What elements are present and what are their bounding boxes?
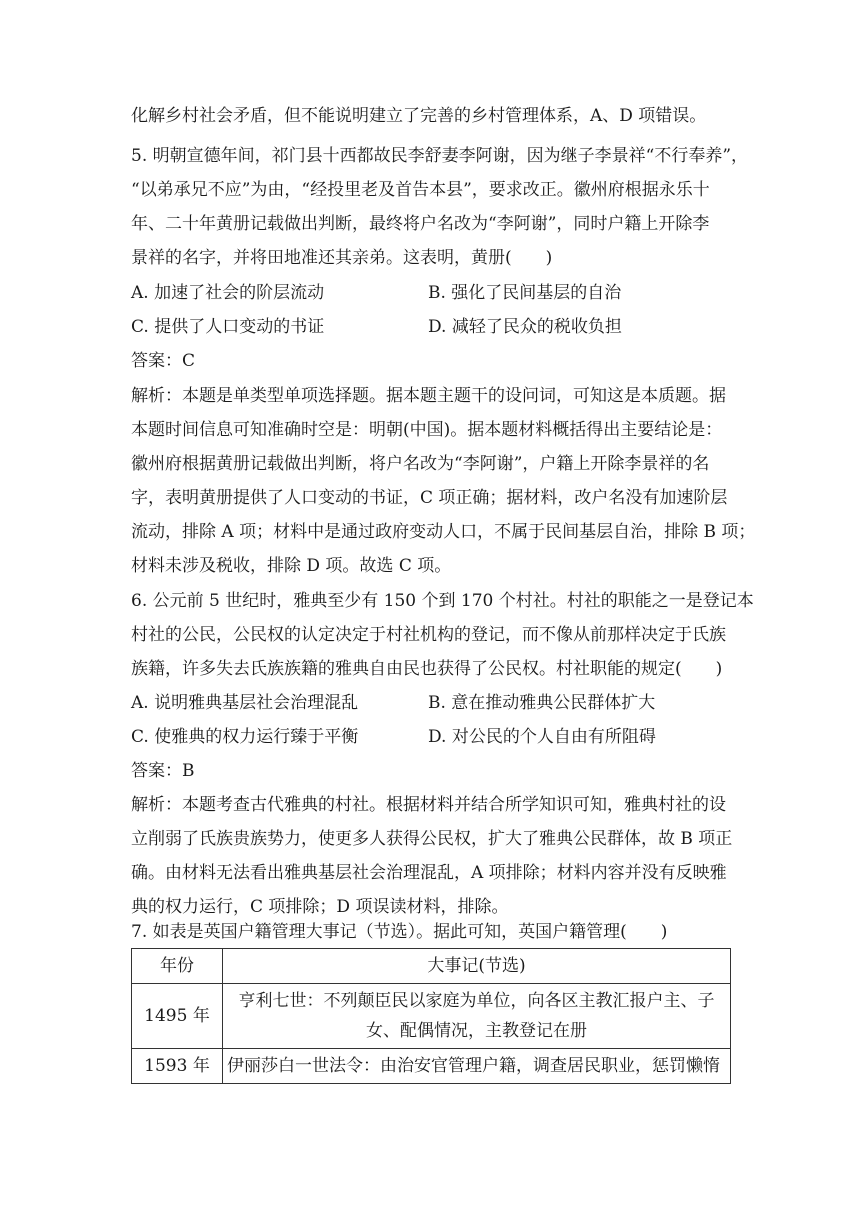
q5-stem-line: “以弟承兄不应”为由，“经投里老及首告本县”，要求改正。徽州府根据永乐十 [131, 180, 710, 200]
q5-stem-line: 5. 明朝宣德年间，祁门县十西都故民李舒妻李阿谢，因为继子李景祥“不行奉养”， [131, 146, 749, 166]
q5-analysis-line: 徽州府根据黄册记载做出判断，将户名改为“李阿谢”，户籍上开除李景祥的名 [131, 454, 710, 474]
q6-analysis-line: 解析：本题考查古代雅典的村社。根据材料并结合所学知识可知，雅典村社的设 [131, 795, 726, 815]
row-event [223, 984, 731, 1049]
q7-stem: 7. 如表是英国户籍管理大事记（节选）。据此可知，英国户籍管理( ) [131, 922, 668, 942]
table-row [132, 984, 731, 1049]
q5-option-c: C. 提供了人口变动的书证 [131, 317, 325, 337]
header-event: 大事记(节选) [223, 949, 731, 984]
q6-analysis-line: 典的权力运行，C 项排除；D 项误读材料，排除。 [131, 897, 509, 917]
q5-analysis-line: 字，表明黄册提供了人口变动的书证，C 项正确；据材料，改户名没有加速阶层 [131, 488, 728, 508]
table-header-row [132, 949, 731, 984]
q6-answer: 答案：B [131, 761, 195, 781]
q6-option-b: B. 意在推动雅典公民群体扩大 [428, 693, 656, 713]
q6-option-d: D. 对公民的个人自由有所阻碍 [428, 727, 656, 747]
q6-stem-line: 6. 公元前 5 世纪时，雅典至少有 150 个到 170 个村社。村社的职能之一是登记本 [131, 591, 754, 611]
row-event [223, 1049, 731, 1084]
q5-stem-line: 景祥的名字，并将田地准还其亲弟。这表明，黄册( ) [131, 248, 553, 268]
q6-stem-line: 村社的公民，公民权的认定决定于村社机构的登记，而不像从前那样决定于氏族 [131, 625, 726, 645]
q6-stem-line: 族籍，许多失去氏族族籍的雅典自由民也获得了公民权。村社职能的规定( ) [131, 659, 723, 679]
q5-analysis-line: 流动，排除 A 项；材料中是通过政府变动人口，不属于民间基层自治，排除 B 项； [131, 522, 756, 542]
q4-analysis-tail: 化解乡村社会矛盾，但不能说明建立了完善的乡村管理体系，A、D 项错误。 [131, 106, 707, 126]
row-year: 1593 年 [132, 1049, 223, 1084]
q5-option-a: A. 加速了社会的阶层流动 [131, 283, 325, 303]
q5-answer: 答案：C [131, 351, 196, 371]
q5-analysis-line: 本题时间信息可知准确时空是：明朝(中国)。据本题材料概括得出主要结论是： [131, 420, 723, 440]
household-registration-table [131, 948, 731, 1084]
q6-option-c: C. 使雅典的权力运行臻于平衡 [131, 727, 359, 747]
q6-analysis-line: 立削弱了氏族贵族势力，使更多人获得公民权，扩大了雅典公民群体，故 B 项正 [131, 829, 733, 849]
q5-option-b: B. 强化了民间基层的自治 [428, 283, 622, 303]
event-line: 女、配偶情况，主教登记在册 [366, 1021, 587, 1041]
q5-analysis-line: 材料未涉及税收，排除 D 项。故选 C 项。 [131, 556, 452, 576]
event-line: 伊丽莎白一世法令：由治安官管理户籍，调查居民职业，惩罚懒惰 [227, 1056, 720, 1076]
q5-option-d: D. 减轻了民众的税收负担 [428, 317, 622, 337]
q6-analysis-line: 确。由材料无法看出雅典基层社会治理混乱，A 项排除；材料内容并没有反映雅 [131, 863, 727, 883]
q5-stem-line: 年、二十年黄册记载做出判断，最终将户名改为“李阿谢”，同时户籍上开除李 [131, 214, 710, 234]
table-row [132, 1049, 731, 1084]
row-year: 1495 年 [132, 984, 223, 1049]
event-line: 亨利七世：不列颠臣民以家庭为单位，向各区主教汇报户主、子 [238, 991, 715, 1011]
q5-analysis-line: 解析：本题是单类型单项选择题。据本题主题干的设问词，可知这是本质题。据 [131, 386, 726, 406]
header-year: 年份 [132, 949, 223, 984]
q6-option-a: A. 说明雅典基层社会治理混乱 [131, 693, 359, 713]
